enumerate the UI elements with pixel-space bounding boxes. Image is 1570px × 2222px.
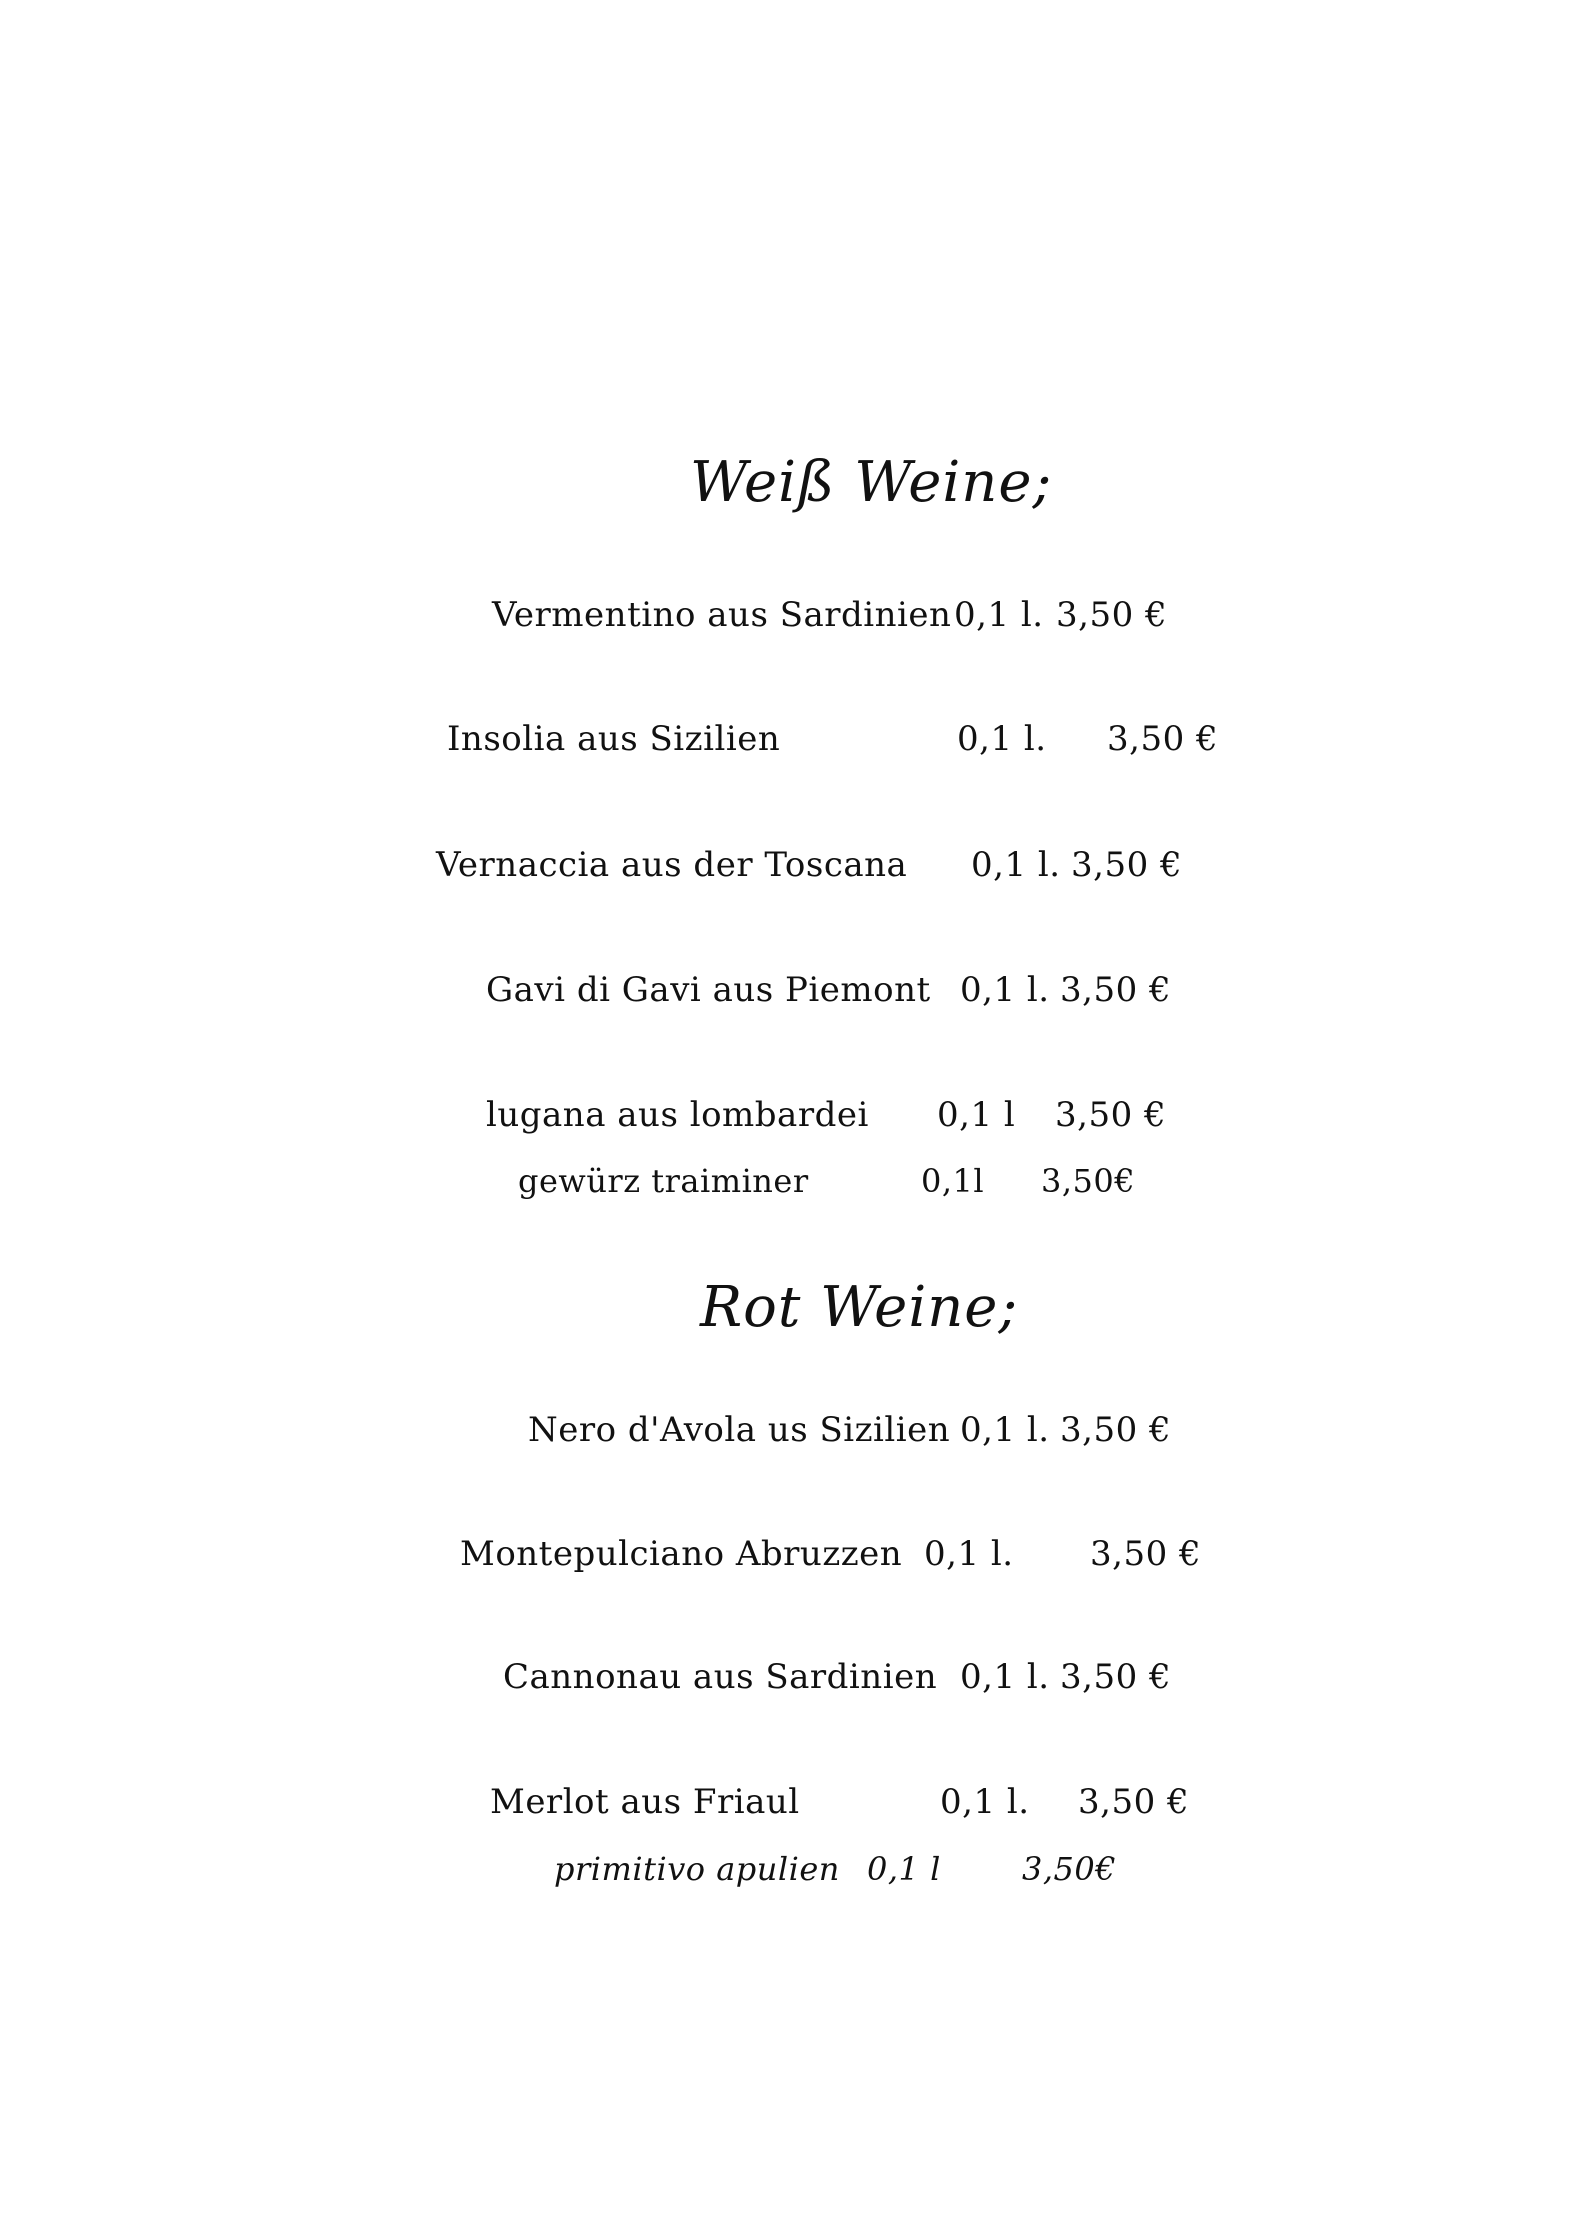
- menu-item: [518, 1162, 1136, 1200]
- wine-name: Cannonau aus Sardinien: [503, 1657, 938, 1697]
- wine-name: Nero d'Avola us Sizilien: [528, 1410, 951, 1450]
- wine-size: 0,1 l.: [954, 595, 1044, 635]
- wine-price: 3,50 €: [1060, 1410, 1172, 1450]
- menu-item: [492, 595, 1168, 635]
- wine-name: gewürz traiminer: [518, 1162, 809, 1200]
- wine-name: Montepulciano Abruzzen: [460, 1534, 903, 1574]
- menu-item: [447, 719, 1219, 759]
- wine-price: 3,50 €: [1071, 845, 1183, 885]
- wine-size: 0,1 l.: [940, 1782, 1030, 1822]
- wine-size: 0,1 l: [867, 1850, 941, 1888]
- menu-item: [503, 1657, 1172, 1697]
- wine-price: 3,50€: [1022, 1850, 1117, 1888]
- wine-name: primitivo apulien: [554, 1850, 840, 1888]
- wine-price: 3,50 €: [1090, 1534, 1202, 1574]
- wine-price: 3,50 €: [1078, 1782, 1190, 1822]
- wine-name: Gavi di Gavi aus Piemont: [486, 970, 931, 1010]
- wine-size: 0,1 l.: [960, 970, 1050, 1010]
- menu-item: [460, 1534, 1202, 1574]
- red-wines-heading: Rot Weine;: [700, 1275, 1019, 1340]
- menu-item: [486, 1095, 1167, 1135]
- menu-item: [528, 1410, 1172, 1450]
- wine-name: lugana aus lombardei: [486, 1095, 869, 1135]
- white-wines-heading: Weiß Weine;: [690, 450, 1053, 515]
- menu-item: [490, 1782, 1190, 1822]
- wine-name: Insolia aus Sizilien: [447, 719, 781, 759]
- wine-name: Vernaccia aus der Toscana: [436, 845, 908, 885]
- wine-size: 0,1 l.: [960, 1410, 1050, 1450]
- wine-price: 3,50 €: [1060, 1657, 1172, 1697]
- wine-price: 3,50 €: [1060, 970, 1172, 1010]
- wine-name: Vermentino aus Sardinien: [492, 595, 952, 635]
- wine-price: 3,50 €: [1056, 595, 1168, 635]
- wine-price: 3,50 €: [1107, 719, 1219, 759]
- wine-size: 0,1 l.: [924, 1534, 1014, 1574]
- wine-size: 0,1l: [921, 1162, 985, 1200]
- wine-size: 0,1 l.: [957, 719, 1047, 759]
- menu-item: [486, 970, 1172, 1010]
- wine-price: 3,50 €: [1055, 1095, 1167, 1135]
- wine-name: Merlot aus Friaul: [490, 1782, 800, 1822]
- wine-size: 0,1 l.: [971, 845, 1061, 885]
- wine-size: 0,1 l: [937, 1095, 1016, 1135]
- wine-price: 3,50€: [1041, 1162, 1136, 1200]
- menu-item: [554, 1850, 1117, 1888]
- wine-size: 0,1 l.: [960, 1657, 1050, 1697]
- menu-item: [436, 845, 1183, 885]
